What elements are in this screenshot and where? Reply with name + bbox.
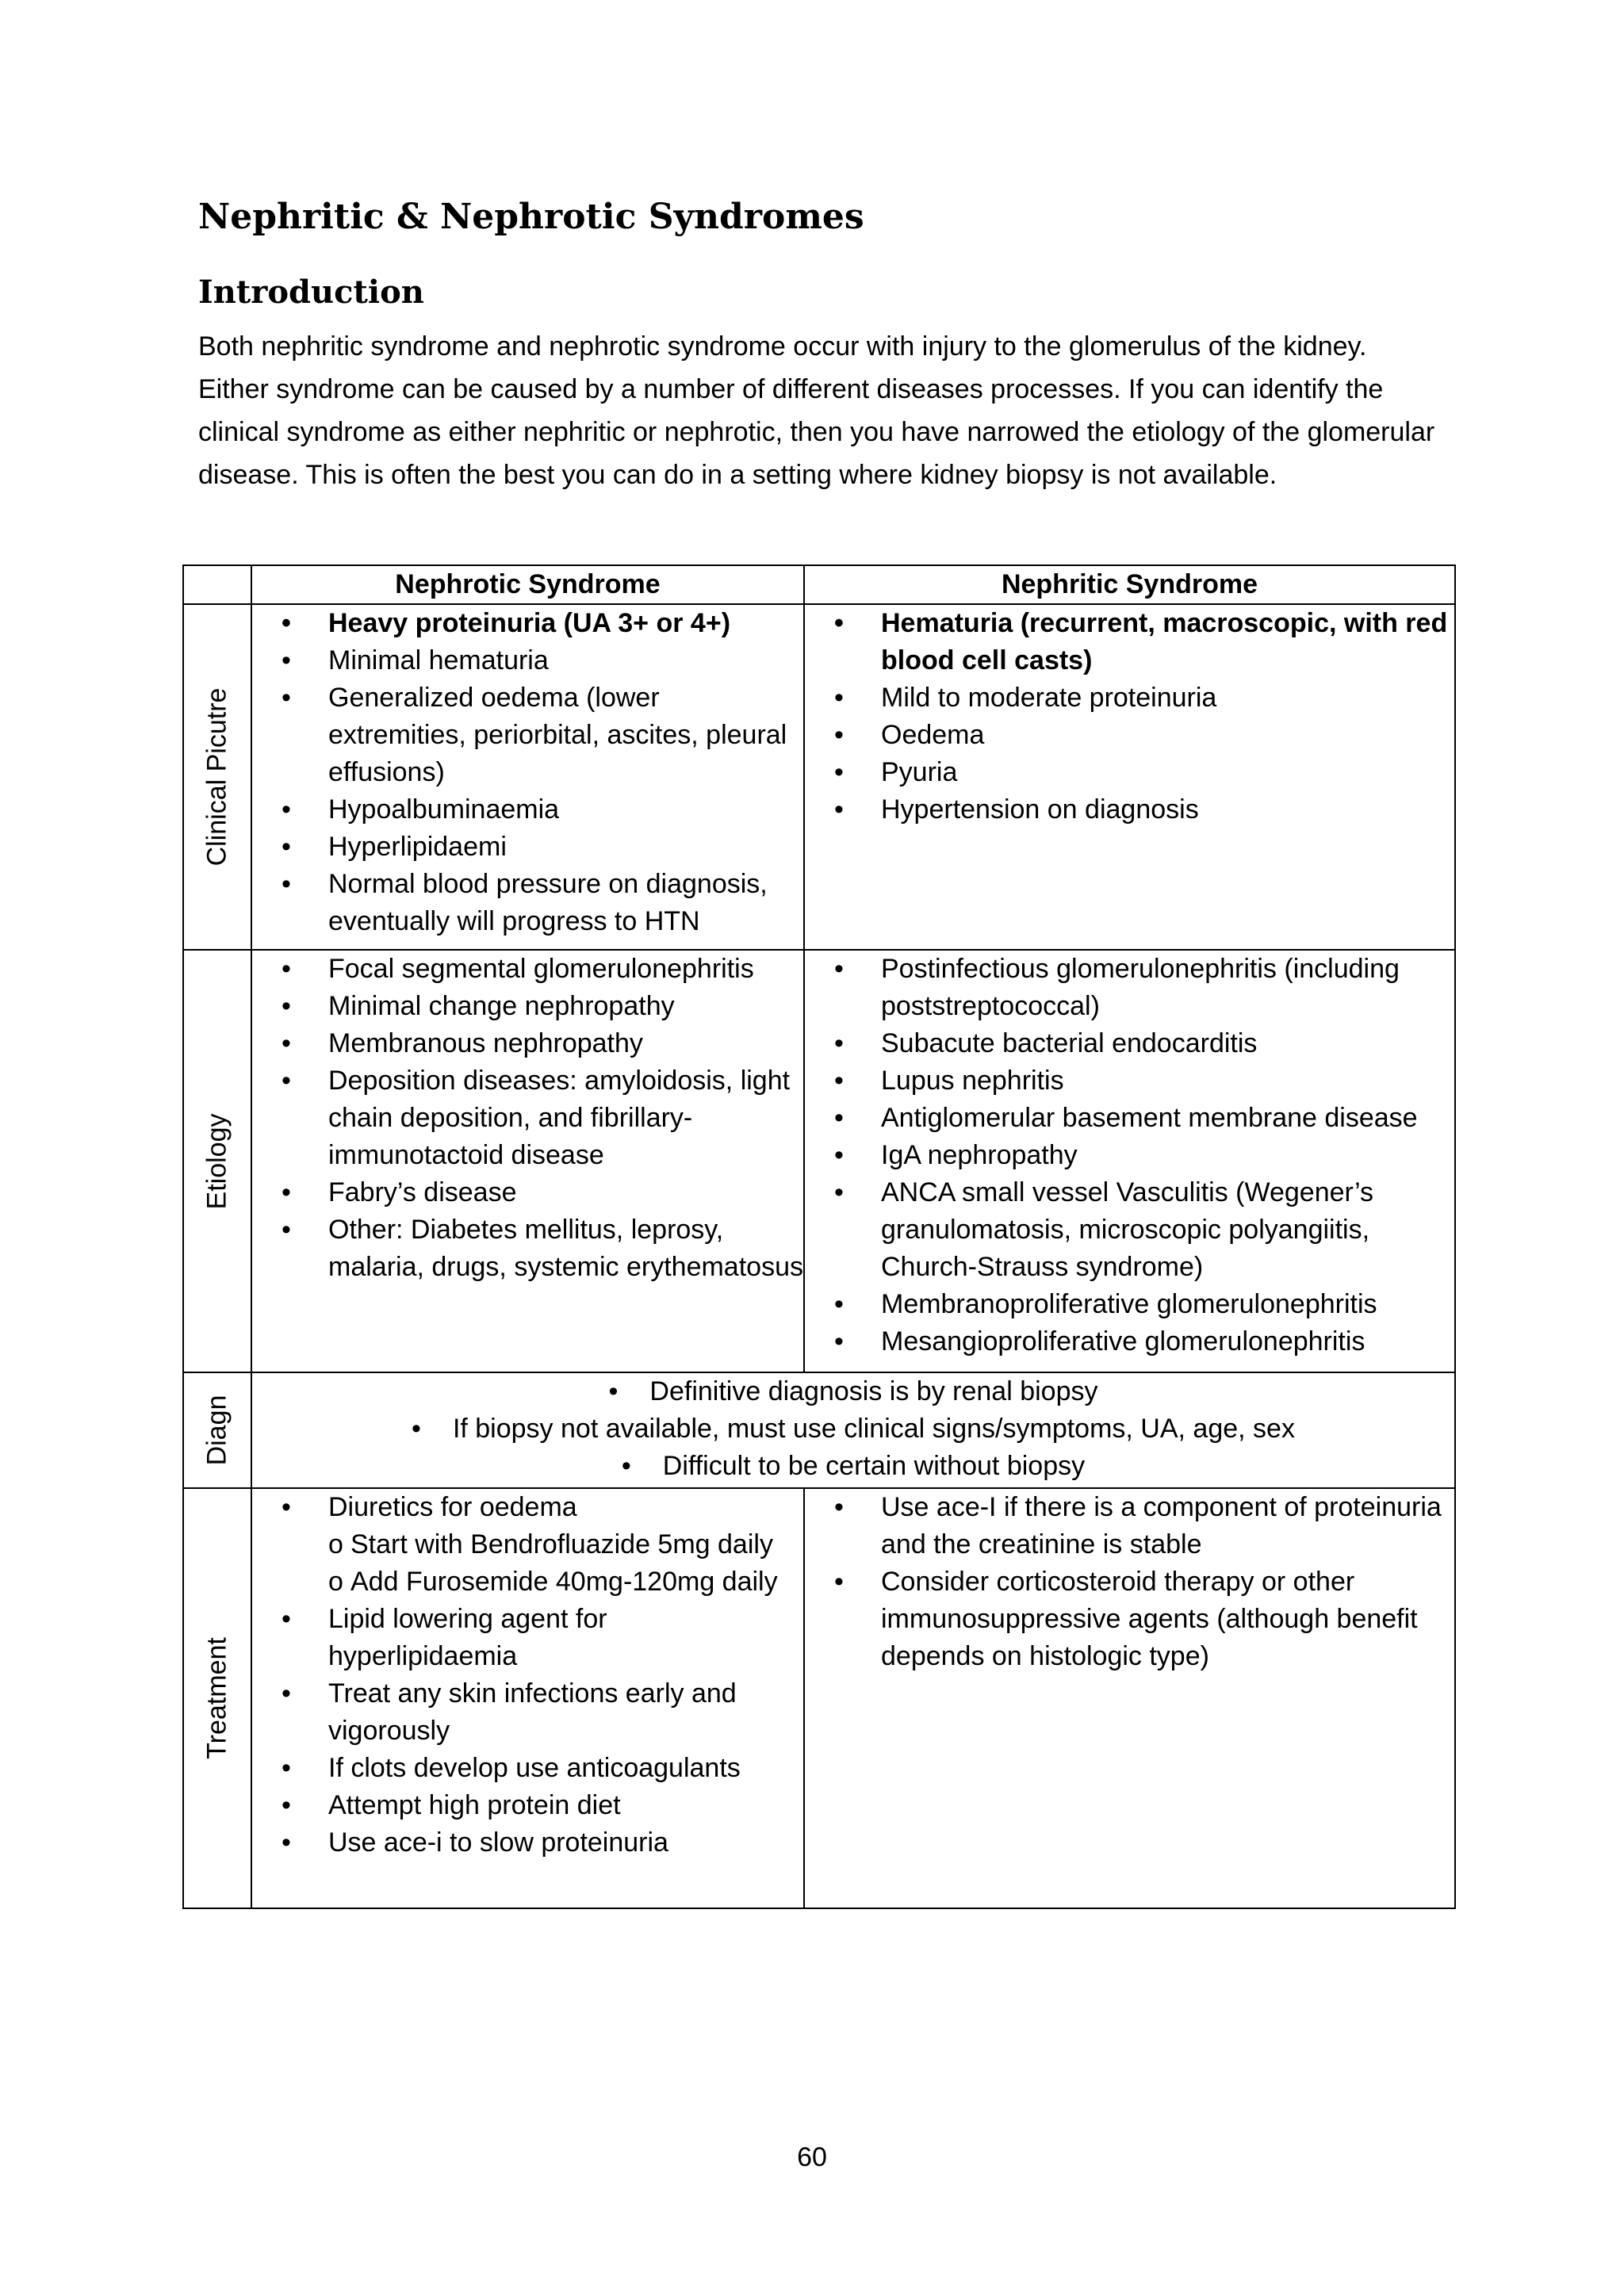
list-item: • Treat any skin infections early and vigorously bbox=[252, 1675, 803, 1750]
list-item bbox=[252, 1489, 803, 1601]
treatment-nephrotic-cell bbox=[251, 1488, 804, 1908]
table-row-treatment bbox=[183, 1488, 1455, 1908]
list-item: • Lupus nephritis bbox=[805, 1062, 1454, 1100]
etiology-nephrotic-cell bbox=[251, 950, 804, 1372]
sub-list-item: o Start with Bendrofluazide 5mg daily bbox=[328, 1526, 803, 1563]
treatment-nephritic-cell bbox=[804, 1488, 1455, 1908]
list-item: • Normal blood pressure on diagnosis, eventually will progress to HTN bbox=[252, 866, 803, 940]
list-item: • Hematuria (recurrent, macroscopic, with red blood cell casts) bbox=[805, 605, 1454, 679]
table-row-clinical bbox=[183, 604, 1455, 950]
list-item: • Postinfectious glomerulonephritis (including poststreptococcal) bbox=[805, 951, 1454, 1025]
page-number: 60 bbox=[797, 2142, 827, 2172]
list-item: • Membranous nephropathy bbox=[252, 1025, 803, 1062]
list-item: • Oedema bbox=[805, 717, 1454, 754]
list-item: • Hyperlipidaemi bbox=[252, 828, 803, 866]
list-item: • IgA nephropathy bbox=[805, 1137, 1454, 1174]
list-item: • Definitive diagnosis is by renal biopsy bbox=[252, 1373, 1454, 1410]
diagnosis-cell bbox=[251, 1372, 1455, 1488]
list-item: • Mesangioproliferative glomerulonephritis bbox=[805, 1323, 1454, 1360]
intro-paragraph: Both nephritic syndrome and nephrotic syndrome occur with injury to the glomerulus of the kidney. Either syndrome can be caused by a number of different diseases processes. If you can identify the clinical syndrome as either nephritic or nephrotic, then you have narrowed the etiology of the glomerular disease. This is often the best you can do in a setting where kidney biopsy is not available. bbox=[198, 331, 1435, 490]
table-row-diagnosis bbox=[183, 1372, 1455, 1488]
page-title: Nephritic & Nephrotic Syndromes bbox=[198, 197, 864, 237]
header-corner-cell bbox=[183, 565, 251, 604]
list-item: • Minimal change nephropathy bbox=[252, 988, 803, 1025]
etiology-nephritic-cell bbox=[804, 950, 1455, 1372]
diuretics-label: Diuretics for oedema bbox=[328, 1492, 577, 1522]
list-item: • Minimal hematuria bbox=[252, 642, 803, 679]
row-label-etiology: Etiology bbox=[201, 1113, 232, 1209]
list-item: • Deposition diseases: amyloidosis, light chain deposition, and fibrillary-immunotactoid disease bbox=[252, 1062, 803, 1174]
list-item: • ANCA small vessel Vasculitis (Wegener’s granulomatosis, microscopic polyangiitis, Church-Strauss syndrome) bbox=[805, 1174, 1454, 1286]
list-item: • If biopsy not available, must use clinical signs/symptoms, UA, age, sex bbox=[252, 1410, 1454, 1448]
list-item: • Use ace-i to slow proteinuria bbox=[252, 1824, 803, 1862]
list-item: • Pyuria bbox=[805, 754, 1454, 791]
header-nephrotic: Nephrotic Syndrome bbox=[251, 565, 804, 604]
table-header-row bbox=[183, 565, 1455, 604]
list-item: • Hypoalbuminaemia bbox=[252, 791, 803, 828]
list-item: • Generalized oedema (lower extremities, periorbital, ascites, pleural effusions) bbox=[252, 679, 803, 791]
list-item: • Heavy proteinuria (UA 3+ or 4+) bbox=[252, 605, 803, 642]
list-item: • Fabry’s disease bbox=[252, 1174, 803, 1211]
syndromes-comparison-table bbox=[182, 564, 1456, 1909]
list-item: • Other: Diabetes mellitus, leprosy, malaria, drugs, systemic erythematosus bbox=[252, 1211, 803, 1286]
list-item: • Attempt high protein diet bbox=[252, 1787, 803, 1824]
row-label-cell bbox=[183, 950, 251, 1372]
table-row-etiology bbox=[183, 950, 1455, 1372]
list-item: • Focal segmental glomerulonephritis bbox=[252, 951, 803, 988]
row-label-clinical: Clinical Picutre bbox=[201, 687, 232, 867]
list-item: • If clots develop use anticoagulants bbox=[252, 1750, 803, 1787]
row-label-cell bbox=[183, 1488, 251, 1908]
row-label-cell bbox=[183, 1372, 251, 1488]
list-item: • Lipid lowering agent for hyperlipidaemia bbox=[252, 1601, 803, 1675]
list-item: • Hypertension on diagnosis bbox=[805, 791, 1454, 828]
row-label-diagnosis: Diagn bbox=[201, 1395, 232, 1466]
list-item: • Difficult to be certain without biopsy bbox=[252, 1448, 1454, 1485]
sub-list-item: o Add Furosemide 40mg-120mg daily bbox=[328, 1563, 803, 1601]
section-heading-introduction: Introduction bbox=[198, 274, 424, 311]
clinical-nephrotic-cell bbox=[251, 604, 804, 950]
row-label-cell bbox=[183, 604, 251, 950]
list-item: • Membranoproliferative glomerulonephritis bbox=[805, 1286, 1454, 1323]
list-item: • Consider corticosteroid therapy or other immunosuppressive agents (although benefit depends on histologic type) bbox=[805, 1563, 1454, 1675]
row-label-treatment: Treatment bbox=[201, 1637, 232, 1759]
list-item: • Subacute bacterial endocarditis bbox=[805, 1025, 1454, 1062]
clinical-nephritic-cell bbox=[804, 604, 1455, 950]
list-item: • Antiglomerular basement membrane disease bbox=[805, 1100, 1454, 1137]
header-nephritic: Nephritic Syndrome bbox=[804, 565, 1455, 604]
list-item: • Use ace-I if there is a component of proteinuria and the creatinine is stable bbox=[805, 1489, 1454, 1563]
list-item: • Mild to moderate proteinuria bbox=[805, 679, 1454, 717]
